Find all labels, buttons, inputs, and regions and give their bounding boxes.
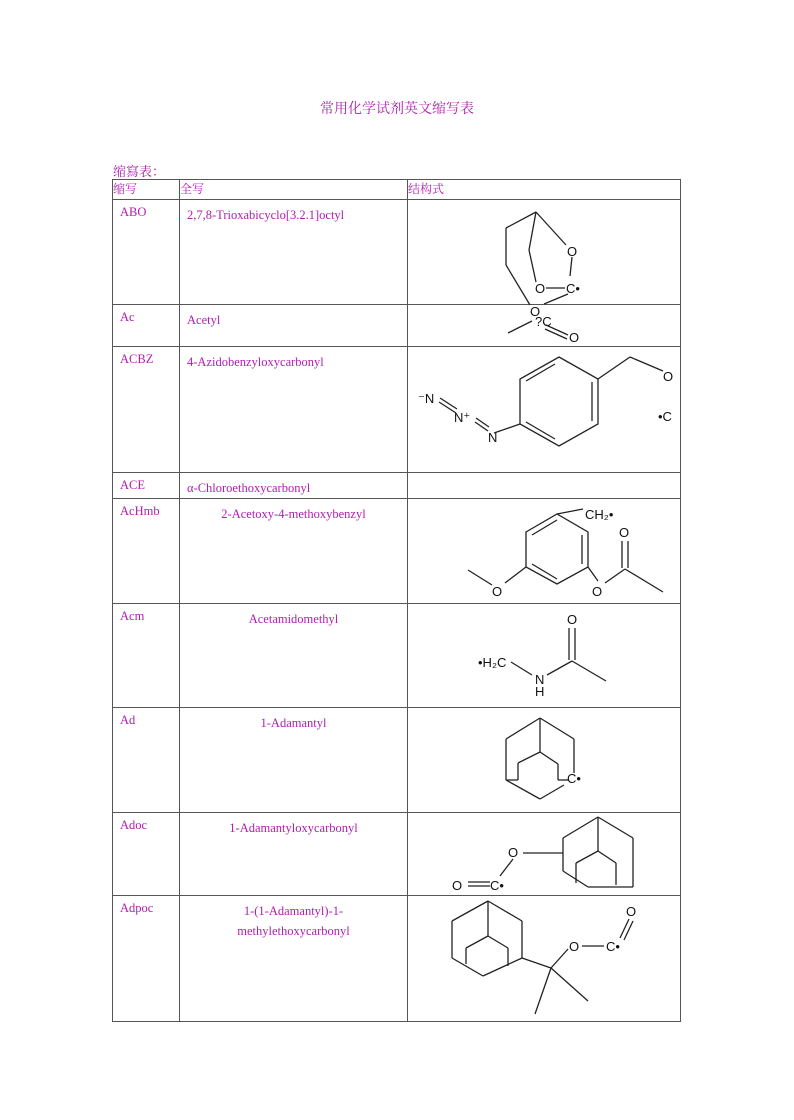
achmb-structure — [408, 499, 681, 603]
structure-cell — [408, 896, 681, 1022]
abo-structure — [408, 200, 681, 319]
fullname-cell: 2,7,8-Trioxabicyclo[3.2.1]octyl — [180, 200, 408, 305]
acetyl-structure — [408, 305, 681, 346]
atom-label: •C — [658, 409, 672, 424]
atom-label: C• — [606, 939, 620, 954]
fullname-cell: 4-Azidobenzyloxycarbonyl — [180, 347, 408, 473]
adoc-structure — [408, 813, 681, 895]
abbr-cell: Adpoc — [113, 896, 180, 1022]
atom-label: ?C — [535, 314, 552, 329]
atom-label: O — [592, 584, 603, 599]
table-header-row — [113, 180, 681, 200]
page-title: 常用化学试剂英文缩写表 — [320, 101, 474, 117]
structure-cell — [408, 708, 681, 813]
table-row — [113, 604, 681, 708]
atom-label: O — [567, 612, 578, 627]
acbz-structure — [408, 347, 681, 472]
table-row — [113, 347, 681, 473]
abbr-cell: Ad — [113, 708, 180, 813]
fullname-cell: 1-Adamantyl — [180, 708, 408, 813]
atom-label: O — [567, 244, 578, 259]
abbr-cell: ACE — [113, 473, 180, 499]
structure-cell — [408, 813, 681, 896]
table-row — [113, 813, 681, 896]
atom-label: N⁺ — [454, 410, 471, 425]
abbr-cell: Acm — [113, 604, 180, 708]
atom-label: O — [530, 304, 541, 319]
atom-label: O — [569, 330, 580, 345]
atom-label: H — [535, 684, 545, 699]
adpoc-structure — [408, 896, 681, 1021]
atom-label: ⁻N — [418, 391, 435, 406]
atom-label: N — [535, 672, 545, 687]
table-row — [113, 499, 681, 604]
structure-cell — [408, 305, 681, 347]
table-row — [113, 200, 681, 305]
atom-label: CH₂• — [585, 507, 614, 522]
atom-label: O — [569, 939, 580, 954]
atom-label: O — [663, 369, 674, 384]
fullname-cell: 1-Adamantyloxycarbonyl — [180, 813, 408, 896]
atom-label: C• — [566, 281, 580, 296]
adamantyl-structure — [408, 708, 681, 812]
abbr-cell: AcHmb — [113, 499, 180, 604]
fullname-cell: α-Chloroethoxycarbonyl — [180, 473, 408, 499]
fullname-cell: 1-(1-Adamantyl)-1-methylethoxycarbonyl — [180, 896, 408, 1022]
atom-label: O — [619, 525, 630, 540]
header-full: 全写 — [180, 180, 408, 200]
abbr-cell: Ac — [113, 305, 180, 347]
atom-label: N — [488, 430, 498, 445]
atom-label: O — [626, 904, 637, 919]
abbreviation-table — [112, 179, 681, 1022]
atom-label: O — [492, 584, 503, 599]
atom-label: C• — [567, 771, 581, 786]
fullname-cell: 2-Acetoxy-4-methoxybenzyl — [180, 499, 408, 604]
fullname-cell: Acetamidomethyl — [180, 604, 408, 708]
table-row — [113, 305, 681, 347]
atom-label: O — [452, 878, 463, 893]
abbr-cell: Adoc — [113, 813, 180, 896]
structure-cell — [408, 347, 681, 473]
abbr-cell: ACBZ — [113, 347, 180, 473]
table-row — [113, 896, 681, 1022]
table-caption: 缩寫表： — [113, 165, 166, 180]
atom-label: C• — [490, 878, 504, 893]
table-row — [113, 473, 681, 499]
structure-cell — [408, 473, 681, 499]
atom-label: O — [535, 281, 546, 296]
structure-cell — [408, 499, 681, 604]
atom-label: •H₂C — [478, 655, 507, 670]
table-row — [113, 708, 681, 813]
acm-structure — [408, 604, 681, 707]
structure-cell — [408, 604, 681, 708]
fullname-cell: Acetyl — [180, 305, 408, 347]
atom-label: O — [508, 845, 519, 860]
structure-cell — [408, 200, 681, 319]
abbr-cell: ABO — [113, 200, 180, 305]
header-structure: 结构式 — [408, 180, 681, 200]
header-abbr: 缩写 — [113, 180, 180, 200]
